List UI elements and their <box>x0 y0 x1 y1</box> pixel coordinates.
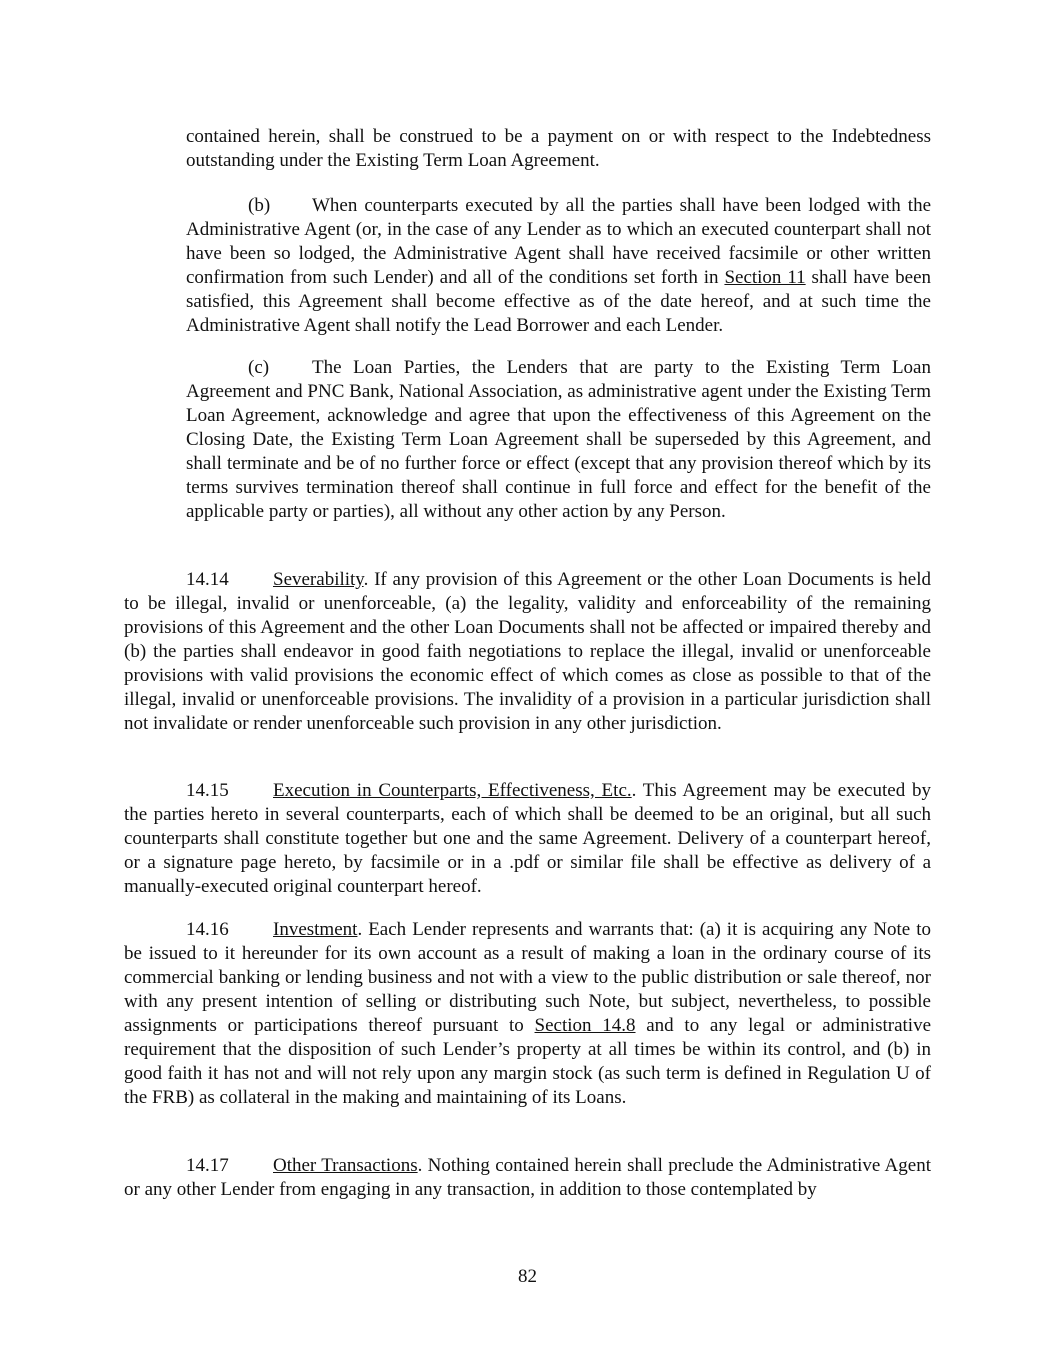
section-number: 14.16 <box>186 919 229 940</box>
section-number: 14.15 <box>186 780 229 801</box>
section-heading: Severability <box>273 569 364 590</box>
paragraph-text: When counterparts executed by all the parties shall have been lodged with the Administrative Agent (or, in the case of any Lender as to which an executed counterpart shall not have been so lodged, the Administrative Agent shall have received facsimile or other written confirmation from such Lender) and all of the conditions set forth in <box>186 195 931 288</box>
section-14-14 <box>124 568 931 736</box>
page-number: 82 <box>518 1266 537 1287</box>
section-heading: Execution in Counterparts, Effectiveness, Etc. <box>273 780 632 801</box>
section-text: . Each Lender represents and warrants that: (a) it is acquiring any Note to be issued to it hereunder for its own account as a result of making a loan in the ordinary course of its commercial banking or lending business and not with a view to the public distribution or sale thereof, nor with any present intention of selling or distributing such Note, but subject, nevertheless, to possible assignments or participations thereof pursuant to <box>124 919 931 1036</box>
section-text: . This Agreement may be executed by the parties hereto in several counterparts, each of which shall be deemed to be an original, but all such counterparts shall constitute together but one and the same Agreement. Delivery of a counterpart hereof, or a signature page hereto, by facsimile or in a .pdf or similar file shall be effective as delivery of a manually-executed original counterpart hereof. <box>124 780 931 897</box>
section-14-15 <box>124 779 931 899</box>
paragraph-b <box>186 194 931 338</box>
paragraph-text: shall have been satisfied, this Agreement shall become effective as of the date hereof, and at such time the Administrative Agent shall notify the Lead Borrower and each Lender. <box>186 267 931 336</box>
section-number: 14.17 <box>186 1155 229 1176</box>
section-text: . If any provision of this Agreement or the other Loan Documents is held to be illegal, invalid or unenforceable, (a) the legality, validity and enforceability of the remaining provisions of this Agreement and the other Loan Documents shall not be affected or impaired thereby and (b) the parties shall endeavor in good faith negotiations to replace the illegal, invalid or unenforceable provisions with valid provisions the economic effect of which comes as close as possible to that of the illegal, invalid or unenforceable provisions. The invalidity of a provision in a particular jurisdiction shall not invalidate or render unenforceable such provision in any other jurisdiction. <box>124 569 931 734</box>
section-heading: Other Transactions <box>273 1155 418 1176</box>
section-heading: Investment <box>273 919 358 940</box>
paragraph-label: (c) <box>248 357 270 378</box>
section-14-16 <box>124 918 931 1110</box>
paragraph-continued <box>186 125 931 173</box>
paragraph-c <box>186 356 931 524</box>
section-text: . Nothing contained herein shall preclude the Administrative Agent or any other Lender from engaging in any transaction, in addition to those contemplated by <box>124 1155 931 1200</box>
section-14-17 <box>124 1154 931 1202</box>
section-reference-link[interactable]: Section 14.8 <box>534 1015 636 1036</box>
section-number: 14.14 <box>186 569 229 590</box>
paragraph-text: The Loan Parties, the Lenders that are party to the Existing Term Loan Agreement and PNC Bank, National Association, as administrative agent under the Existing Term Loan Agreement, acknowledge and agree that upon the effectiveness of this Agreement on the Closing Date, the Existing Term Loan Agreement shall be superseded by this Agreement, and shall terminate and be of no further force or effect (except that any provision thereof which by its terms survives termination thereof shall continue in full force and effect for the benefit of the applicable party or parties), all without any other action by any Person. <box>186 357 931 522</box>
section-text: and to any legal or administrative requirement that the disposition of such Lender’s property at all times be within its control, and (b) in good faith it has not and will not rely upon any margin stock (as such term is defined in Regulation U of the FRB) as collateral in the making and maintaining of its Loans. <box>124 1015 931 1108</box>
paragraph-text: contained herein, shall be construed to be a payment on or with respect to the Indebtedness outstanding under the Existing Term Loan Agreement. <box>186 126 931 171</box>
section-reference-link[interactable]: Section 11 <box>724 267 806 288</box>
paragraph-label: (b) <box>248 195 271 216</box>
